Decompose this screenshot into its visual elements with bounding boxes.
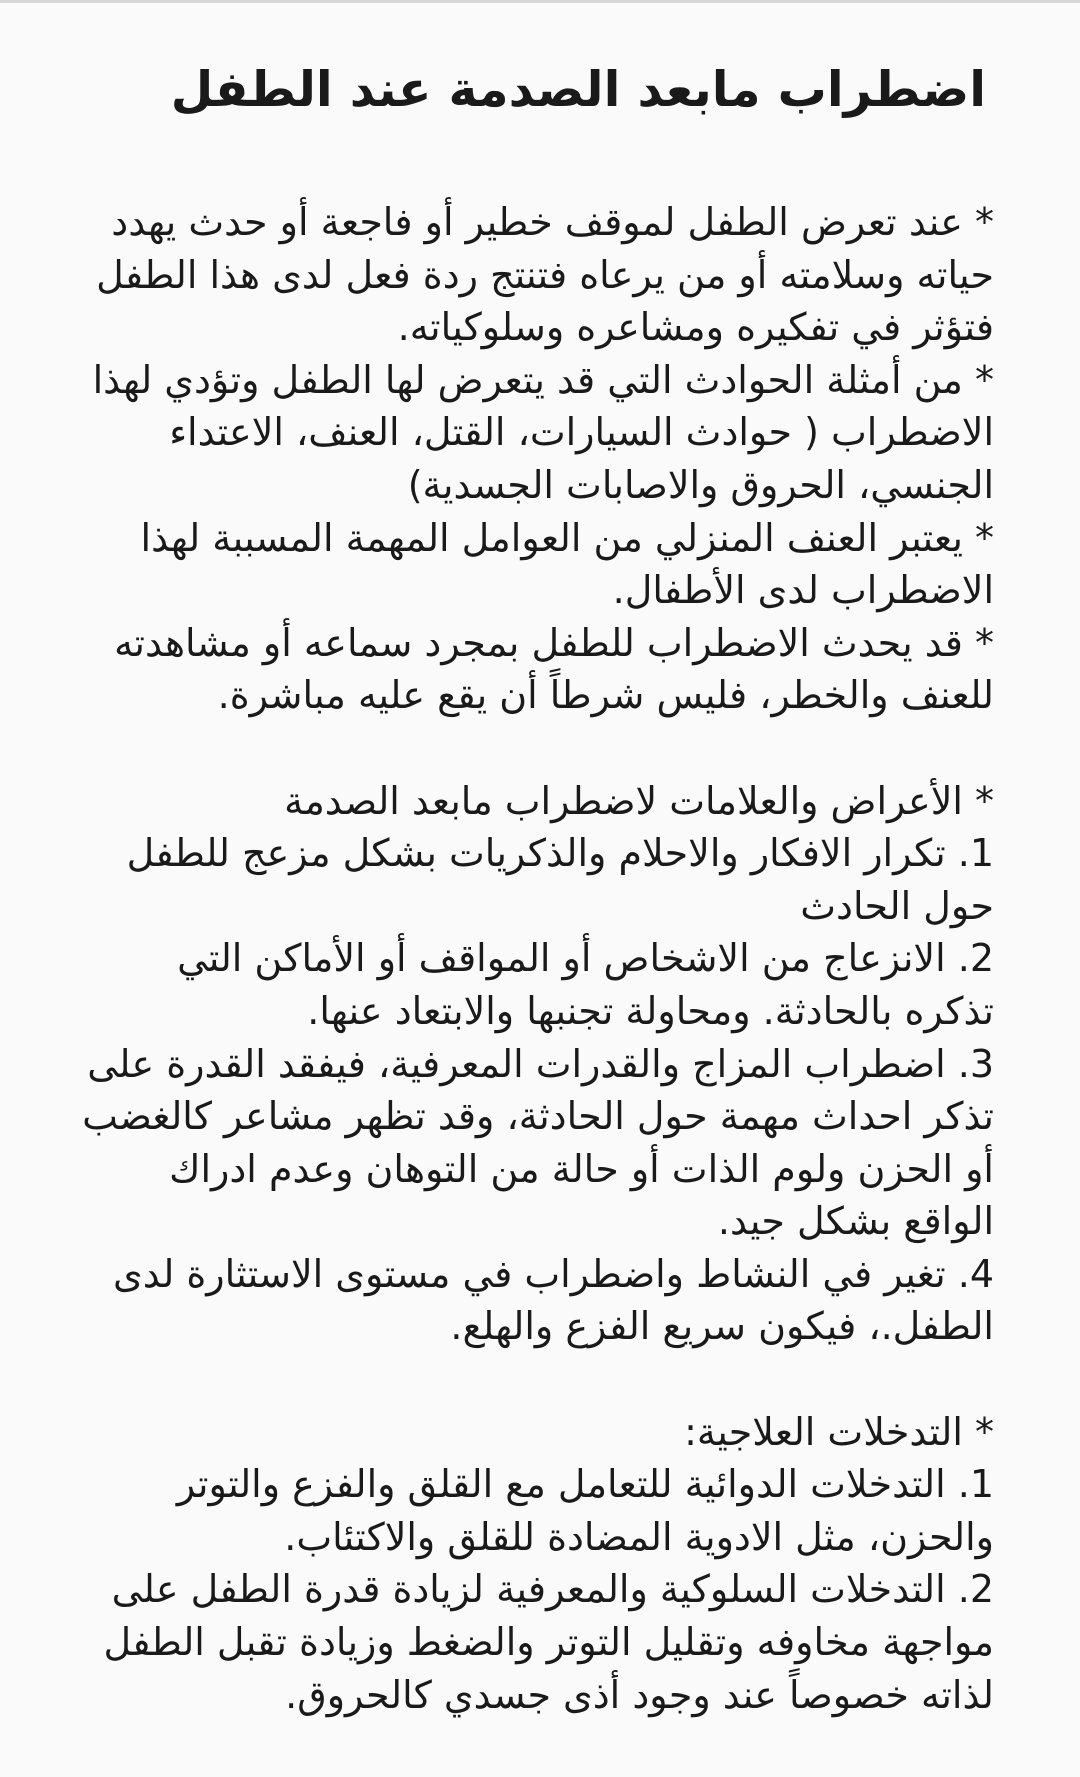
intro-paragraph: * قد يحدث الاضطراب للطفل بمجرد سماعه أو مشاهدته للعنف والخطر، فليس شرطاً أن يقع عليه مباشرة. (114, 620, 994, 718)
section-gap (78, 1353, 994, 1406)
intro-paragraph: * من أمثلة الحوادث التي قد يتعرض لها الطفل وتؤدي لهذا الاضطراب ( حوادث السيارات، القتل، العنف، الاعتداء الجنسي، الحروق والاصابات الجسدية) (92, 357, 994, 507)
symptom-item: 1. تكرار الافكار والاحلام والذكريات بشكل مزعج للطفل حول الحادث (126, 831, 994, 928)
treatment-item: 1. التدخلات الدوائية للتعامل مع القلق والفزع والتوتر والحزن، مثل الادوية المضادة للقلق والاكتئاب. (176, 1462, 994, 1559)
top-divider (0, 0, 1080, 3)
article-title: اضطراب مابعد الصدمة عند الطفل (170, 61, 986, 118)
treatment-item: 2. التدخلات السلوكية والمعرفية لزيادة قدرة الطفل على مواجهة مخاوفه وتقليل التوتر والضغط وزيادة تقبل الطفل لذاته خصوصاً عند وجود أذى جسدي كالحروق. (103, 1567, 994, 1717)
intro-paragraph: * عند تعرض الطفل لموقف خطير أو فاجعة أو حدث يهدد حياته وسلامته أو من يرعاه فتنتج ردة فعل لدى هذا الطفل فتؤثر في تفكيره ومشاعره وسلوكياته. (96, 200, 994, 350)
symptom-item: 4. تغير في النشاط واضطراب في مستوى الاستثارة لدى الطفل.، فيكون سريع الفزع والهلع. (113, 1251, 994, 1349)
symptoms-heading: * الأعراض والعلامات لاضطراب مابعد الصدمة (284, 778, 994, 823)
article (78, 58, 994, 1721)
intro-paragraph: * يعتبر العنف المنزلي من العوامل المهمة المسببة لهذا الاضطراب لدى الأطفال. (140, 515, 994, 613)
section-gap (78, 722, 994, 775)
symptom-item: 3. اضطراب المزاج والقدرات المعرفية، فيفقد القدرة على تذكر احداث مهمة حول الحادثة، وقد تظهر مشاعر كالغضب أو الحزن ولوم الذات أو حالة من التوهان وعدم ادراك الواقع بشكل جيد. (82, 1041, 994, 1244)
symptom-item: 2. الانزعاج من الاشخاص أو المواقف أو الأماكن التي تذكره بالحادثة. ومحاولة تجنبها والابتعاد عنها. (177, 936, 994, 1033)
treatment-heading: * التدخلات العلاجية: (684, 1409, 994, 1454)
